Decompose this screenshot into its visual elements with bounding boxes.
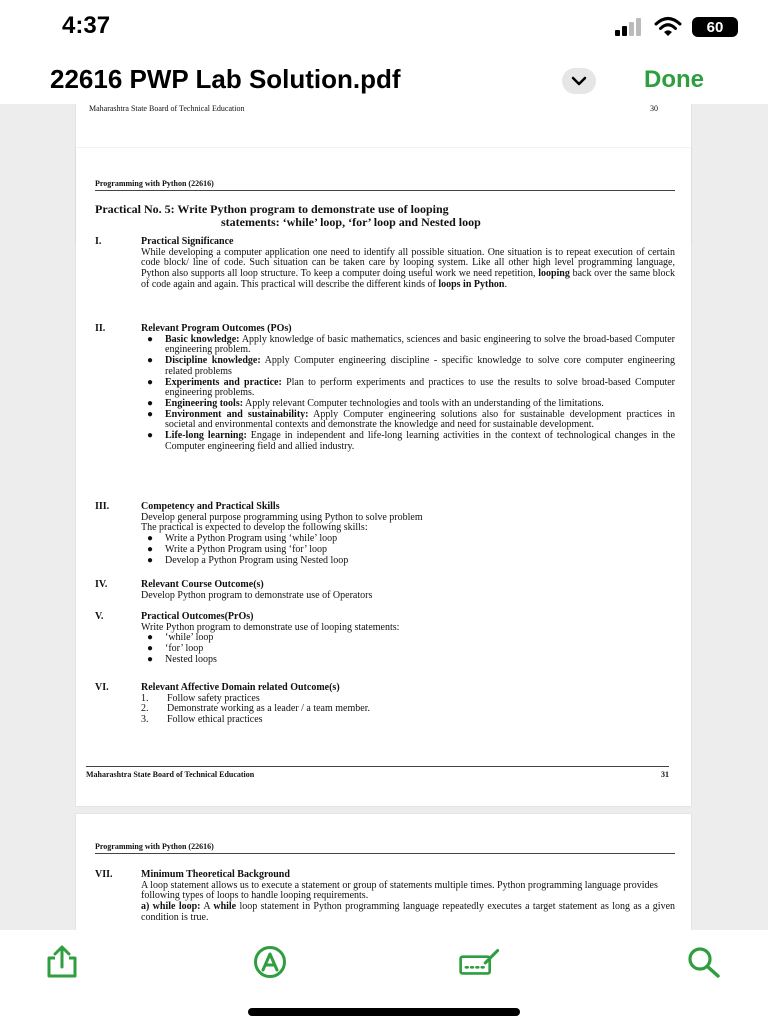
item-label: Experiments and practice: xyxy=(165,376,282,388)
signature-icon[interactable] xyxy=(458,944,502,980)
section-number: VI. xyxy=(95,682,109,693)
bold-term: looping xyxy=(538,268,570,280)
cellular-signal-icon xyxy=(614,17,644,37)
item-label: Discipline knowledge: xyxy=(165,355,261,367)
bullet-icon: ● xyxy=(147,376,154,388)
section-number: VII. xyxy=(95,869,113,880)
bullet-icon: ● xyxy=(147,333,154,345)
item-text: Engage in independent and life-long learning activities in the context of technological changes in the Computer engineering field and allied industry. xyxy=(165,430,676,452)
footer-page-number: 30 xyxy=(650,104,658,113)
paragraph-text: . xyxy=(504,278,507,290)
item-text: Apply relevant Computer technologies and tools with an understanding of the limitations. xyxy=(245,397,604,409)
item-text: Apply knowledge of basic mathematics, sciences and basic engineering to solve the broad-based Computer engineering problem. xyxy=(165,333,676,356)
item-text: Nested loops xyxy=(165,653,217,665)
section-course-outcome xyxy=(95,580,675,601)
share-icon[interactable] xyxy=(40,944,84,980)
list-item xyxy=(141,410,675,431)
footer-board: Maharashtra State Board of Technical Education xyxy=(89,104,245,113)
section-line: Develop general purpose programming using Python to solve problem xyxy=(141,511,423,523)
section-paragraph: A loop statement allows us to execute a statement or group of statements multiple times. Python programming language provides following types of loops to handle looping requirements. xyxy=(141,879,658,902)
item-text: Develop a Python Program using Nested loop xyxy=(165,554,349,566)
battery-icon: 60 xyxy=(692,17,738,37)
list-item xyxy=(141,633,675,644)
item-text: Apply Computer engineering solutions also for sustainable development practices in societal and environmental contexts and demonstrate the knowledge and need for sustainable development. xyxy=(165,408,675,431)
page-footer xyxy=(89,104,658,113)
section-practical-significance xyxy=(95,237,675,291)
done-button[interactable]: Done xyxy=(644,66,704,93)
bullet-icon: ● xyxy=(147,643,154,655)
item-label: Environment and sustainability: xyxy=(165,408,309,420)
item-text: Write a Python Program using ‘while’ loop xyxy=(165,533,338,545)
item-number: 2. xyxy=(141,703,149,715)
item-label: Life-long learning: xyxy=(165,430,247,442)
section-paragraph xyxy=(141,902,675,923)
section-line: Write Python program to demonstrate use of looping statements: xyxy=(141,621,400,633)
bullet-icon: ● xyxy=(147,543,154,555)
list-item xyxy=(141,431,675,452)
bullet-icon: ● xyxy=(147,408,154,420)
viewer-header xyxy=(0,56,768,104)
item-number: 1. xyxy=(141,692,149,704)
paragraph-text: A xyxy=(203,901,210,913)
item-text: Follow safety practices xyxy=(167,692,260,704)
practical-title-line1: Practical No. 5: Write Python program to demonstrate use of looping xyxy=(95,202,449,216)
list-item xyxy=(141,644,675,655)
bold-term: a) while loop: xyxy=(141,901,201,913)
footer-board: Maharashtra State Board of Technical Education xyxy=(86,770,255,779)
list-item xyxy=(141,556,675,567)
chevron-down-icon[interactable] xyxy=(562,68,596,94)
paragraph-text: While developing a computer application one need to identify all possible situation. One situation is to repeat execution of certain code block/ line of code. Such situation can be taken care by looping system. Like all other high level programming language, Python also supports all loop structure. To keep a computer doing useful work we need repetition, xyxy=(141,246,675,280)
list-item xyxy=(141,356,675,377)
numbered-item xyxy=(141,715,675,726)
pdf-page-32 xyxy=(76,814,691,930)
bullet-icon: ● xyxy=(147,533,154,545)
bold-term: loops in Python xyxy=(438,278,505,290)
section-line: The practical is expected to develop the following skills: xyxy=(141,522,368,534)
pdf-page-31 xyxy=(76,148,691,806)
pdf-viewer[interactable] xyxy=(0,104,768,930)
section-practical-outcomes xyxy=(95,612,675,666)
item-text: ‘for’ loop xyxy=(165,643,204,655)
section-number: II. xyxy=(95,323,106,334)
section-heading: Relevant Program Outcomes (POs) xyxy=(141,323,292,334)
footer-page-number: 31 xyxy=(661,770,669,779)
list-item xyxy=(141,335,675,356)
bullet-icon: ● xyxy=(147,632,154,644)
section-heading: Practical Significance xyxy=(141,236,234,247)
search-icon[interactable] xyxy=(682,944,726,980)
bullet-icon: ● xyxy=(147,355,154,367)
running-head: Programming with Python (22616) xyxy=(95,842,675,854)
item-number: 3. xyxy=(141,714,149,726)
section-heading: Minimum Theoretical Background xyxy=(141,869,290,880)
item-text: ‘while’ loop xyxy=(165,632,214,644)
section-affective-domain xyxy=(95,683,675,726)
practical-title-line2: statements: ‘while’ loop, ‘for’ loop and Nested loop xyxy=(221,215,481,229)
document-title[interactable]: 22616 PWP Lab Solution.pdf xyxy=(50,64,401,94)
status-time: 4:37 xyxy=(62,12,111,39)
section-number: I. xyxy=(95,236,102,247)
item-text: Plan to perform experiments and practices to use the results to solve broad-based Computer engineering problems. xyxy=(165,376,675,399)
section-program-outcomes xyxy=(95,324,675,452)
section-paragraph xyxy=(141,248,675,291)
section-heading: Practical Outcomes(PrOs) xyxy=(141,611,254,622)
section-theoretical-background xyxy=(95,870,675,924)
item-text: Demonstrate working as a leader / a team member. xyxy=(167,703,370,715)
item-label: Engineering tools: xyxy=(165,397,244,409)
section-number: IV. xyxy=(95,579,108,590)
wifi-icon xyxy=(654,16,682,38)
section-competency xyxy=(95,502,675,566)
running-head: Programming with Python (22616) xyxy=(95,179,675,191)
item-text: Write a Python Program using ‘for’ loop xyxy=(165,543,327,555)
section-number: V. xyxy=(95,611,104,622)
bold-term: while xyxy=(213,901,237,913)
section-number: III. xyxy=(95,501,110,512)
status-bar xyxy=(0,0,768,56)
section-heading: Relevant Course Outcome(s) xyxy=(141,579,264,590)
section-heading: Competency and Practical Skills xyxy=(141,501,280,512)
list-item xyxy=(141,378,675,399)
bullet-icon: ● xyxy=(147,430,154,442)
section-heading: Relevant Affective Domain related Outcome(s) xyxy=(141,682,340,693)
markup-icon[interactable] xyxy=(248,944,292,980)
status-icons xyxy=(614,16,738,38)
bullet-icon: ● xyxy=(147,554,154,566)
item-text: Follow ethical practices xyxy=(167,714,263,726)
section-line: Develop Python program to demonstrate use of Operators xyxy=(141,589,373,601)
page-footer xyxy=(86,766,669,779)
practical-title xyxy=(95,203,675,229)
home-indicator[interactable] xyxy=(248,1008,520,1016)
bullet-icon: ● xyxy=(147,397,154,409)
bullet-icon: ● xyxy=(147,653,154,665)
item-text: Apply Computer engineering discipline - specific knowledge to solve core computer engineering related problems xyxy=(165,355,675,377)
paragraph-text: loop statement in Python programming language repeatedly executes a target statement as long as a given condition is true. xyxy=(141,901,676,923)
item-label: Basic knowledge: xyxy=(165,333,240,345)
paragraph-text: back over the same block of code again and again. This practical will describe the different kinds of xyxy=(141,268,675,290)
list-item xyxy=(141,655,675,666)
